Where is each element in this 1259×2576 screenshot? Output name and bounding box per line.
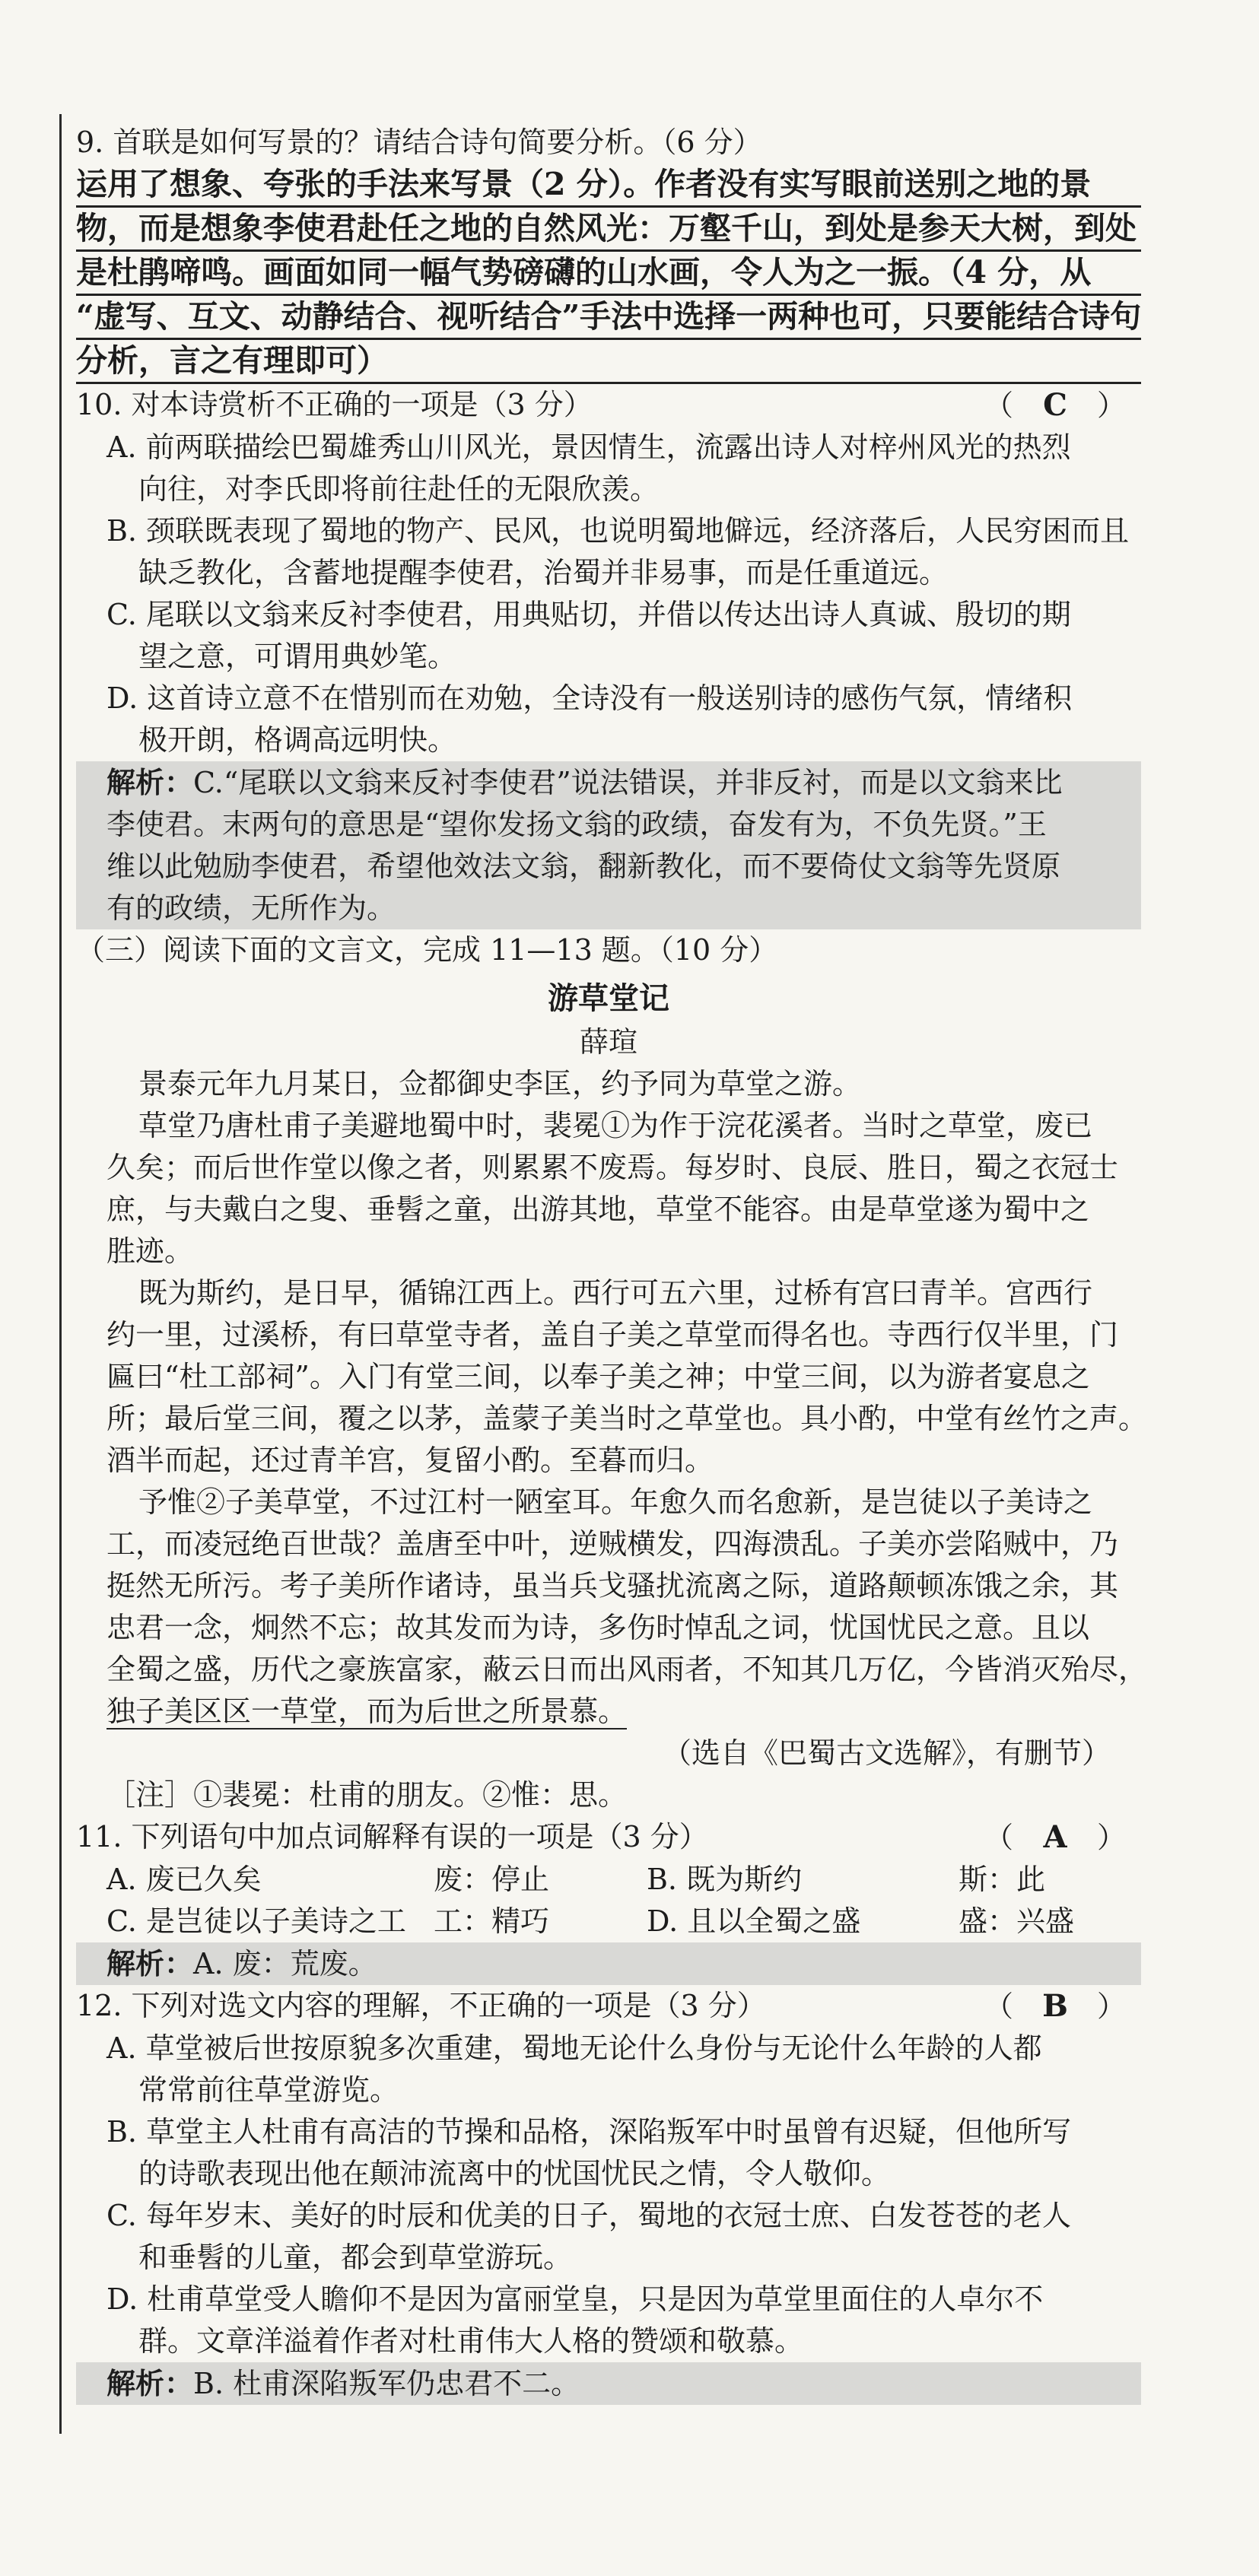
answer-line: “虚写、互文、动静结合、视听结合”手法中选择一两种也可，只要能结合诗句: [76, 296, 1141, 340]
passage-paragraph-1: [76, 1063, 1141, 1105]
passage-paragraph-4: [76, 1482, 1148, 1733]
q10-option-a: A. 前两联描绘巴蜀雄秀山川风光，景因情生，流露出诗人对梓州风光的热烈: [107, 430, 1071, 464]
analysis-text: 维以此勉励李使君，希望他效法文翁，翻新教化，而不要倚仗文翁等先贤原: [107, 850, 1061, 883]
q10-analysis: [76, 761, 1141, 929]
passage-title: 游草堂记: [548, 980, 669, 1016]
passage-paragraph-3: [76, 1272, 1148, 1482]
q11-question: 11. 下列语句中加点词解释有误的一项是（3 分）: [76, 1820, 708, 1853]
q12-question: 12. 下列对选文内容的理解，不正确的一项是（3 分）: [76, 1989, 766, 2022]
q10-option-c-cont: 望之意，可谓用典妙笔。: [138, 640, 457, 673]
q11-gloss-a: 废：停止: [434, 1863, 550, 1896]
passage-line: 久矣；而后世作堂以像之者，则累累不废焉。每岁时、良辰、胜日，蜀之衣冠士: [107, 1151, 1119, 1184]
q11-header: [76, 1816, 1141, 1859]
q10-header: [76, 384, 1141, 427]
q12-option-d-cont: 群。文章洋溢着作者对杜甫伟大人格的赞颂和敬慕。: [138, 2324, 804, 2358]
q10-option-b: B. 颈联既表现了蜀地的物产、民风，也说明蜀地僻远，经济落后，人民穷困而且: [107, 514, 1130, 548]
q10-option-d: D. 这首诗立意不在惜别而在劝勉，全诗没有一般送别诗的感伤气氛，情绪积: [107, 681, 1073, 715]
answer-line: 物，而是想象李使君赴任之地的自然风光：万壑千山，到处是参天大树，到处: [76, 208, 1141, 252]
analysis-text: B. 杜甫深陷叛军仍忠君不二。: [193, 2367, 580, 2400]
q11-answer: A: [1043, 1819, 1067, 1855]
q11-analysis: [76, 1942, 1141, 1985]
passage-author: 薛瑄: [579, 1025, 637, 1059]
q11-gloss-d: 盛：兴盛: [959, 1904, 1075, 1938]
passage-source: （选自《巴蜀古文选解》，有删节）: [662, 1736, 1111, 1770]
q12-option-c: C. 每年岁末、美好的时辰和优美的日子，蜀地的衣冠士庶、白发苍苍的老人: [107, 2199, 1071, 2232]
passage-line-underlined: 独子美区区一草堂，而为后世之所景慕。: [107, 1695, 628, 1728]
analysis-label: 解析：: [107, 1946, 194, 1980]
q12-header: [76, 1985, 1141, 2028]
q10-option-a-cont: 向往，对李氏即将前往赴任的无限欣羡。: [138, 472, 660, 506]
passage-line: 工，而凌冠绝百世哉？盖唐至中叶，逆贼横发，四海溃乱。子美亦尝陷贼中，乃: [107, 1527, 1119, 1561]
q9-answer: [76, 164, 1141, 384]
passage-line: 既为斯约，是日早，循锦江西上。西行可五六里，过桥有宫曰青羊。宫西行: [138, 1276, 1093, 1310]
q10-option-c: C. 尾联以文翁来反衬李使君，用典贴切，并借以传达出诗人真诚、殷切的期: [107, 598, 1071, 631]
passage-line: 庶，与夫戴白之叟、垂髫之童，出游其地，草堂不能容。由是草堂遂为蜀中之: [107, 1193, 1090, 1226]
q12-analysis: [76, 2362, 1141, 2405]
q11-option-a: A. 废已久矣: [107, 1863, 262, 1896]
q12-answer-bracket: （ B ）: [984, 1985, 1141, 2028]
q11-answer-bracket: （ A ）: [984, 1816, 1141, 1859]
q11-option-b: B. 既为斯约: [647, 1863, 803, 1896]
q12-option-b-cont: 的诗歌表现出他在颠沛流离中的忧国忧民之情，令人敬仰。: [138, 2157, 891, 2190]
answer-line: 分析，言之有理即可）: [76, 340, 1141, 384]
passage-line: 忠君一念，炯然不忘；故其发而为诗，多伤时悼乱之词，忧国忧民之意。且以: [107, 1611, 1090, 1644]
passage-line: 全蜀之盛，历代之豪族富家，蔽云日而出风雨者，不知其几万亿，今皆消灭殆尽，: [107, 1653, 1148, 1686]
q10-question: 10. 对本诗赏析不正确的一项是（3 分）: [76, 388, 593, 421]
passage-line: 约一里，过溪桥，有曰草堂寺者，盖自子美之草堂而得名也。寺西行仅半里，门: [107, 1318, 1119, 1352]
passage-line: 挺然无所污。考子美所作诸诗，虽当兵戈骚扰流离之际，道路颠顿冻饿之余，其: [107, 1569, 1119, 1602]
passage-line: 胜迹。: [107, 1234, 194, 1268]
analysis-text: C.“尾联以文翁来反衬李使君”说法错误，并非反衬，而是以文翁来比: [193, 766, 1063, 799]
q10-answer-bracket: （ C ）: [984, 384, 1141, 427]
margin-rule: [59, 114, 62, 2434]
q11-option-c: C. 是岂徒以子美诗之工: [107, 1904, 406, 1938]
passage-line: 草堂乃唐杜甫子美避地蜀中时，裴冕①为作于浣花溪者。当时之草堂，废已: [138, 1109, 1093, 1142]
passage-line: 予惟②子美草堂，不过江村一陋室耳。年愈久而名愈新，是岂徒以子美诗之: [138, 1485, 1093, 1519]
analysis-text: 有的政绩，无所作为。: [107, 891, 396, 925]
passage-paragraph-2: [76, 1105, 1141, 1272]
analysis-label: 解析：: [107, 2366, 194, 2400]
analysis-text: 李使君。末两句的意思是“望你发扬文翁的政绩，奋发有为，不负先贤。”王: [107, 808, 1047, 841]
passage-line: 所；最后堂三间，覆之以茅，盖蒙子美当时之草堂也。具小酌，中堂有丝竹之声。: [107, 1402, 1148, 1435]
q9-question: 9. 首联是如何写景的？请结合诗句简要分析。（6 分）: [76, 125, 762, 159]
q11-gloss-c: 工：精巧: [434, 1904, 550, 1938]
q10-option-d-cont: 极开朗，格调高远明快。: [138, 723, 457, 757]
q11-options-row-2: [76, 1901, 1141, 1942]
q12-option-c-cont: 和垂髫的儿童，都会到草堂游玩。: [138, 2241, 573, 2274]
passage-line: 景泰元年九月某日，佥都御史李匡，约予同为草堂之游。: [138, 1067, 862, 1101]
q12-option-a: A. 草堂被后世按原貌多次重建，蜀地无论什么身份与无论什么年龄的人都: [107, 2031, 1042, 2065]
answer-line: 是杜鹃啼鸣。画面如同一幅气势磅礴的山水画，令人为之一振。（4 分，从: [76, 252, 1141, 296]
q10-answer: C: [1043, 387, 1067, 423]
q10-option-b-cont: 缺乏教化，含蓄地提醒李使君，治蜀并非易事，而是任重道远。: [138, 556, 949, 589]
q11-options-row-1: [76, 1859, 1141, 1901]
answer-line: 运用了想象、夸张的手法来写景（2 分）。作者没有实写眼前送别之地的景: [76, 164, 1141, 208]
q12-option-b: B. 草堂主人杜甫有高洁的节操和品格，深陷叛军中时虽曾有迟疑，但他所写: [107, 2115, 1072, 2149]
q12-option-a-cont: 常常前往草堂游览。: [138, 2073, 399, 2107]
section3-heading: （三）阅读下面的文言文，完成 11—13 题。（10 分）: [76, 933, 778, 967]
passage-line: 酒半而起，还过青羊宫，复留小酌。至暮而归。: [107, 1444, 714, 1477]
q12-answer: B: [1042, 1988, 1068, 2024]
worksheet-page: [76, 122, 1148, 2405]
passage-notes: ［注］①裴冕：杜甫的朋友。②惟：思。: [107, 1778, 628, 1812]
analysis-label: 解析：: [107, 765, 194, 799]
analysis-text: A. 废：荒废。: [193, 1947, 377, 1980]
q12-option-d: D. 杜甫草堂受人瞻仰不是因为富丽堂皇，只是因为草堂里面住的人卓尔不: [107, 2282, 1044, 2316]
q11-gloss-b: 斯：此: [959, 1863, 1046, 1896]
passage-line: 匾曰“杜工部祠”。入门有堂三间，以奉子美之神；中堂三间，以为游者宴息之: [107, 1360, 1090, 1393]
q11-option-d: D. 且以全蜀之盛: [647, 1904, 861, 1938]
